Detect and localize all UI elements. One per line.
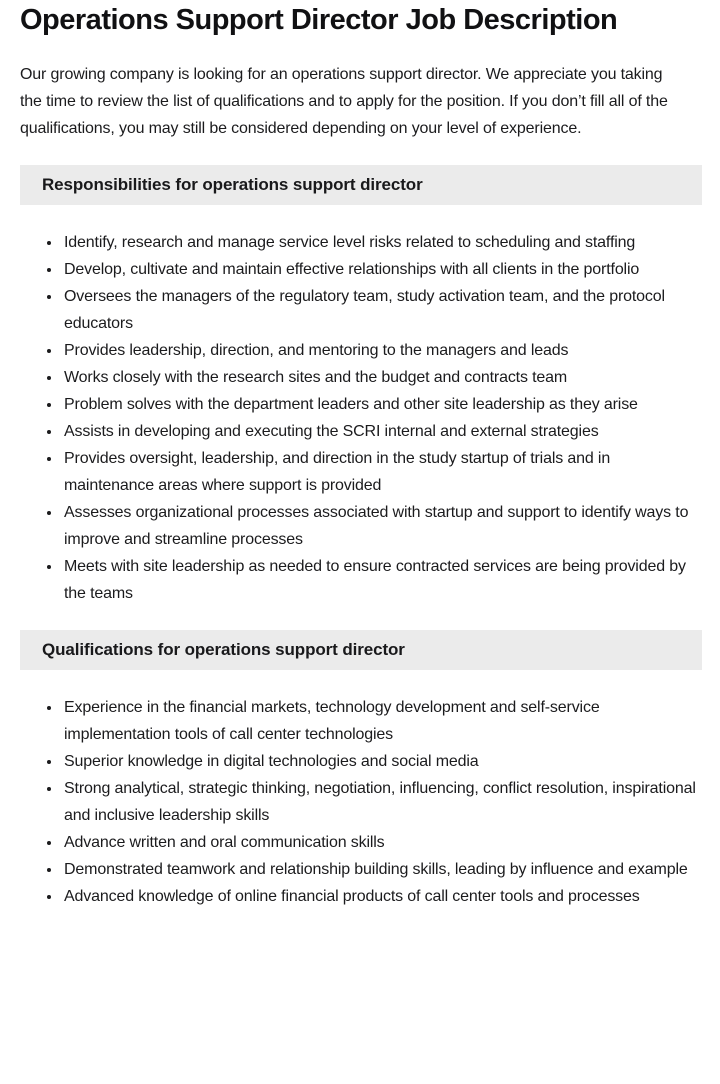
list-item: • Problem solves with the department leaders and other site leadership as they arise bbox=[62, 391, 700, 418]
list-item: • Oversees the managers of the regulatory team, study activation team, and the protocol educators bbox=[62, 283, 700, 337]
intro-paragraph: Our growing company is looking for an operations support director. We appreciate you taking the time to review the list of qualifications and to apply for the position. If you don’t fill all of the qualifications, you may still be considered depending on your level of experience. bbox=[20, 66, 668, 137]
page-title: Operations Support Director Job Description bbox=[20, 4, 618, 36]
qualifications-section bbox=[20, 630, 702, 910]
responsibilities-list bbox=[20, 229, 702, 607]
list-item: • Meets with site leadership as needed to ensure contracted services are being provided by the teams bbox=[62, 553, 700, 607]
list-item: • Develop, cultivate and maintain effective relationships with all clients in the portfolio bbox=[62, 256, 700, 283]
list-item: • Provides leadership, direction, and mentoring to the managers and leads bbox=[62, 337, 700, 364]
list-item: • Provides oversight, leadership, and direction in the study startup of trials and in maintenance areas where support is provided bbox=[62, 445, 700, 499]
list-item: • Assesses organizational processes associated with startup and support to identify ways to improve and streamline processes bbox=[62, 499, 700, 553]
list-item: • Advanced knowledge of online financial products of call center tools and processes bbox=[62, 883, 700, 910]
list-item: • Experience in the financial markets, technology development and self-service implementation tools of call center technologies bbox=[62, 694, 700, 748]
list-item: • Assists in developing and executing the SCRI internal and external strategies bbox=[62, 418, 700, 445]
responsibilities-heading-label: Responsibilities for operations support director bbox=[42, 175, 423, 194]
list-item: • Superior knowledge in digital technologies and social media bbox=[62, 748, 700, 775]
responsibilities-heading-bar bbox=[20, 165, 702, 205]
qualifications-list bbox=[20, 694, 702, 910]
list-item: • Works closely with the research sites and the budget and contracts team bbox=[62, 364, 700, 391]
list-item: • Identify, research and manage service level risks related to scheduling and staffing bbox=[62, 229, 700, 256]
responsibilities-section bbox=[20, 165, 702, 607]
list-item: • Advance written and oral communication skills bbox=[62, 829, 700, 856]
list-item: • Demonstrated teamwork and relationship building skills, leading by influence and example bbox=[62, 856, 700, 883]
qualifications-heading-label: Qualifications for operations support director bbox=[42, 640, 405, 659]
list-item: • Strong analytical, strategic thinking, negotiation, influencing, conflict resolution, inspirational and inclusive leadership skills bbox=[62, 775, 700, 829]
qualifications-heading-bar bbox=[20, 630, 702, 670]
